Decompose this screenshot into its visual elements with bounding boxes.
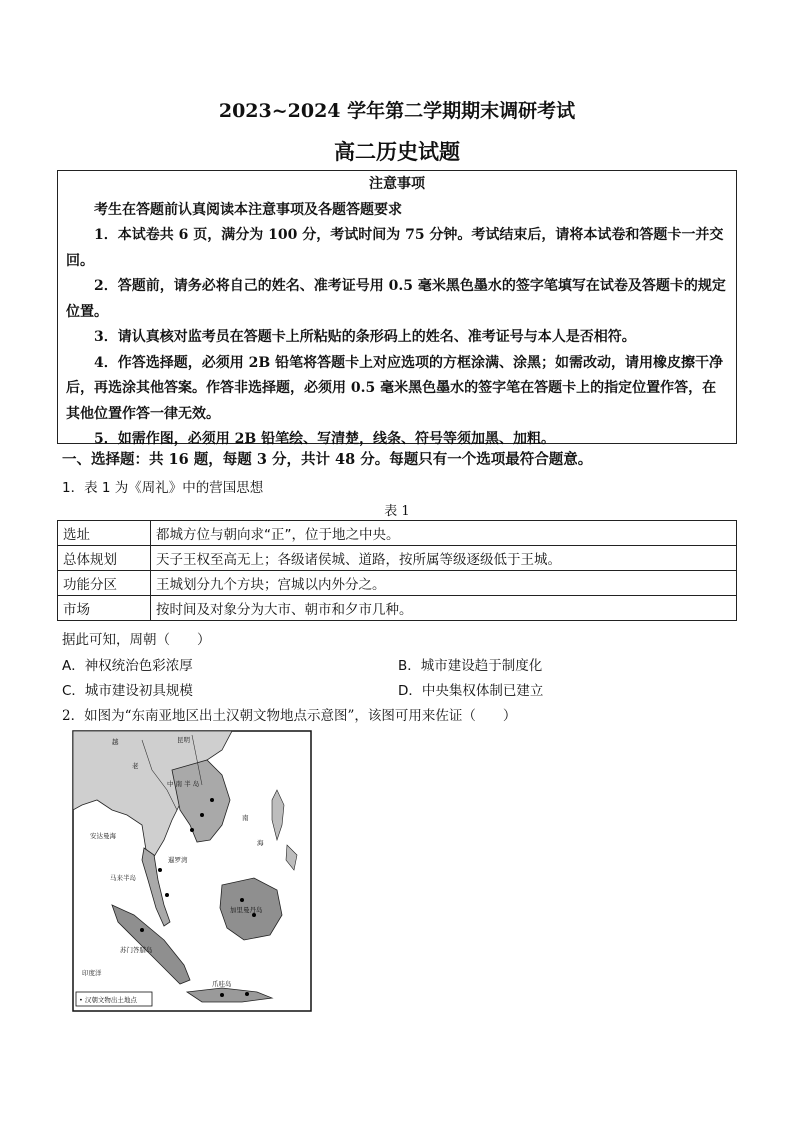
table-row — [58, 596, 737, 621]
table-cell-key: 市场 — [58, 596, 151, 621]
svg-text:昆明: 昆明 — [177, 736, 190, 744]
question-1-prompt: 据此可知，周朝（ ） — [62, 632, 211, 648]
option-a[interactable]: A．神权统治色彩浓厚 — [62, 658, 193, 674]
svg-text:苏门答腊岛: 苏门答腊岛 — [120, 946, 153, 954]
exam-title: 2023~2024 学年第二学期期末调研考试 — [218, 100, 576, 122]
table-row — [58, 546, 737, 571]
table-cell-value: 都城方位与朝向求“正”，位于地之中央。 — [151, 521, 737, 546]
svg-text:暹罗湾: 暹罗湾 — [168, 856, 188, 864]
notice-item: 3．请认真核对监考员在答题卡上所粘贴的条形码上的姓名、准考证号与本人是否相符。 — [94, 329, 636, 345]
svg-text:越: 越 — [112, 738, 119, 746]
table-cell-key: 选址 — [58, 521, 151, 546]
svg-text:马来半岛: 马来半岛 — [110, 874, 136, 882]
svg-text:爪哇岛: 爪哇岛 — [212, 980, 232, 988]
exam-subtitle: 高二历史试题 — [334, 139, 460, 164]
question-2-stem: 2．如图为“东南亚地区出土汉朝文物地点示意图”，该图可用来佐证（ ） — [62, 708, 517, 724]
table-cell-key: 功能分区 — [58, 571, 151, 596]
table-caption: 表 1 — [384, 504, 410, 519]
table-cell-value: 天子王权至高无上；各级诸侯城、道路，按所属等级逐级低于王城。 — [151, 546, 737, 571]
notice-box — [57, 170, 737, 447]
notice-heading: 注意事项 — [369, 176, 425, 192]
section-heading: 一、选择题：共 16 题，每题 3 分，共计 48 分。每题只有一个选项最符合题意。 — [62, 451, 593, 468]
svg-text:海: 海 — [257, 839, 264, 847]
table-row — [58, 521, 737, 546]
table-cell-key: 总体规划 — [58, 546, 151, 571]
svg-text:南: 南 — [242, 814, 249, 822]
question-1-table — [57, 520, 737, 621]
southeast-asia-map — [72, 730, 312, 1012]
svg-text:印度洋: 印度洋 — [82, 969, 102, 977]
table-row — [58, 571, 737, 596]
notice-intro: 考生在答题前认真阅读本注意事项及各题答题要求 — [94, 201, 402, 218]
svg-text:老: 老 — [132, 762, 139, 770]
option-d[interactable]: D．中央集权体制已建立 — [398, 683, 544, 699]
question-1-stem: 1．表 1 为《周礼》中的营国思想 — [62, 480, 264, 496]
notice-item: 5．如需作图，必须用 2B 铅笔绘、写清楚，线条、符号等须加黑、加粗。 — [94, 431, 556, 447]
table-cell-value: 按时间及对象分为大市、朝市和夕市几种。 — [151, 596, 737, 621]
option-b[interactable]: B．城市建设趋于制度化 — [398, 658, 543, 674]
svg-text:• 汉朝文物出土地点: • 汉朝文物出土地点 — [79, 996, 137, 1004]
svg-text:中 南 半 岛: 中 南 半 岛 — [167, 780, 200, 788]
svg-text:安达曼海: 安达曼海 — [90, 832, 116, 840]
notice-item: 1．本试卷共 6 页，满分为 100 分，考试时间为 75 分钟。考试结束后，请将本试卷和答题卡一并交回。 — [66, 227, 724, 269]
table-cell-value: 王城划分九个方块；宫城以内外分之。 — [151, 571, 737, 596]
svg-text:加里曼丹岛: 加里曼丹岛 — [230, 906, 263, 914]
notice-item: 4．作答选择题，必须用 2B 铅笔将答题卡上对应选项的方框涂满、涂黑；如需改动，请用橡皮擦干净后，再选涂其他答案。作答非选择题，必须用 0.5 毫米黑色墨水的签字笔在答题卡上的指定位置作答，在其他位置作答一律无效。 — [66, 354, 724, 422]
option-c[interactable]: C．城市建设初具规模 — [62, 683, 193, 699]
notice-item: 2．答题前，请务必将自己的姓名、准考证号用 0.5 毫米黑色墨水的签字笔填写在试卷及答题卡的规定位置。 — [66, 278, 726, 320]
